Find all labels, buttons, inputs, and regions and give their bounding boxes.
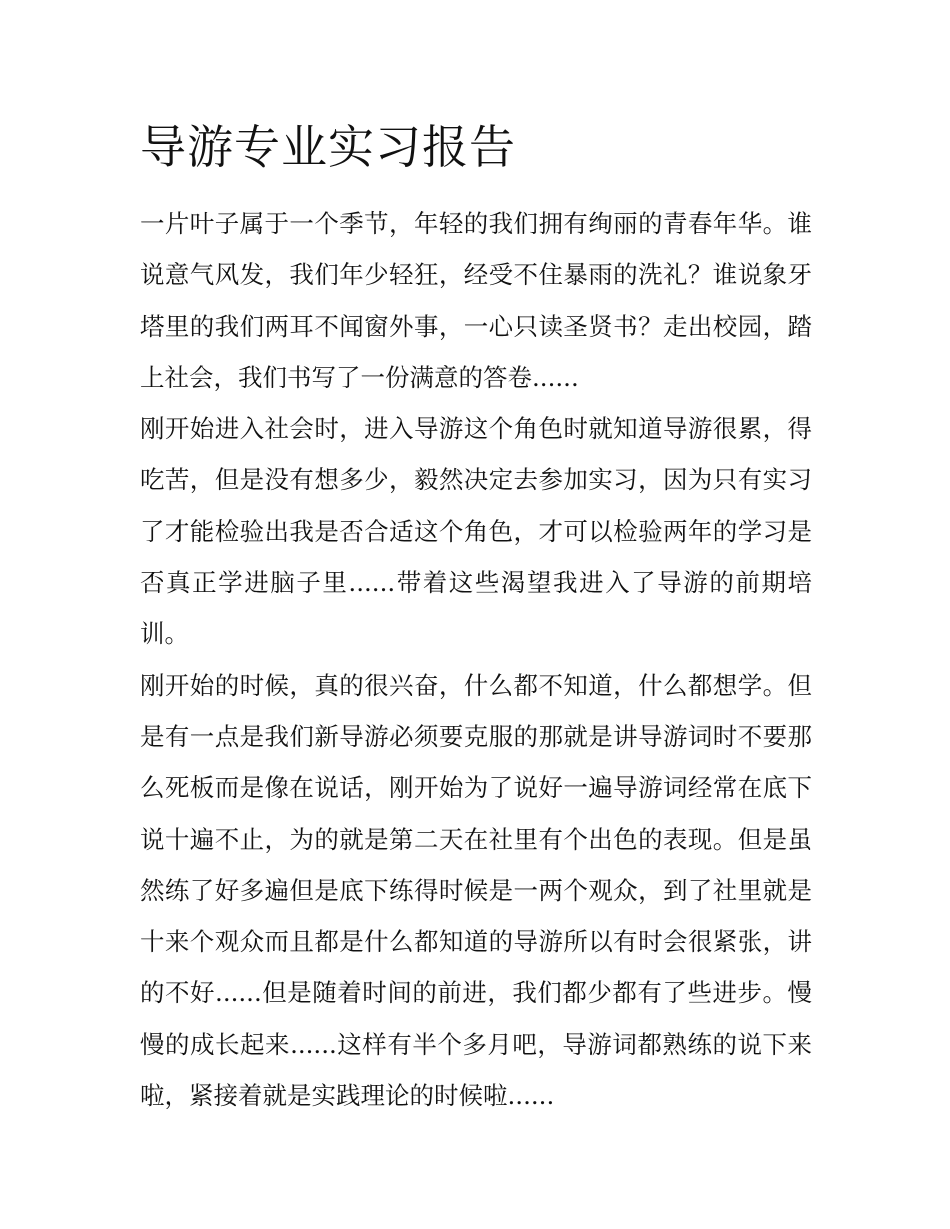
document-title: 导游专业实习报告 [140,120,516,174]
document-content [140,112,812,1121]
paragraph-1: 一片叶子属于一个季节，年轻的我们拥有绚丽的青春年华。谁说意气风发，我们年少轻狂，经受不住暴雨的洗礼？谁说象牙塔里的我们两耳不闻窗外事，一心只读圣贤书？走出校园，踏上社会，我们书写了一份满意的答卷...... [140,209,812,392]
paragraph-2: 刚开始进入社会时，进入导游这个角色时就知道导游很累，得吃苦，但是没有想多少，毅然决定去参加实习，因为只有实习了才能检验出我是否合适这个角色，才可以检验两年的学习是否真正学进脑子里......带着这些渴望我进入了导游的前期培训。 [140,414,812,649]
paragraph-3: 刚开始的时候，真的很兴奋，什么都不知道，什么都想学。但是有一点是我们新导游必须要克服的那就是讲导游词时不要那么死板而是像在说话，刚开始为了说好一遍导游词经常在底下说十遍不止，为的就是第二天在社里有个出色的表现。但是虽然练了好多遍但是底下练得时候是一两个观众，到了社里就是十来个观众而且都是什么都知道的导游所以有时会很紧张，讲的不好......但是随着时间的前进，我们都少都有了些进步。慢慢的成长起来......这样有半个多月吧，导游词都熟练的说下来啦，紧接着就是实践理论的时候啦...... [140,670,812,1111]
